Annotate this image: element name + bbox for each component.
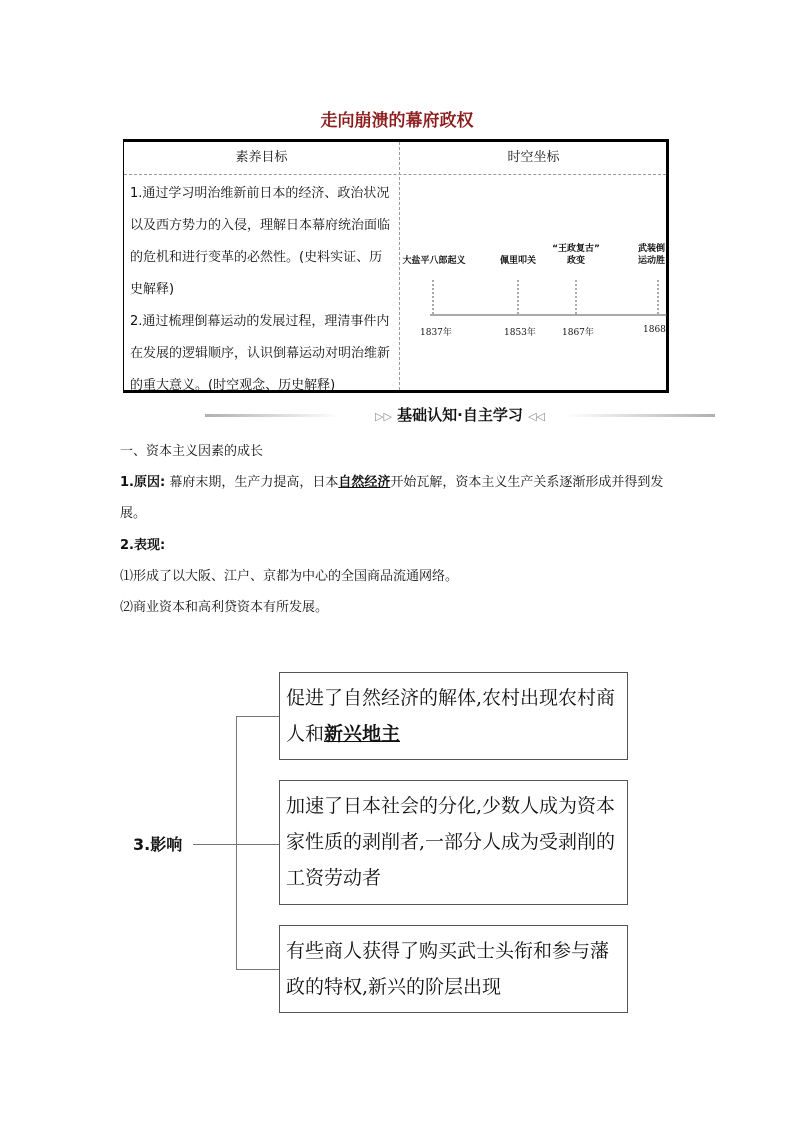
timeline-year-4: 1868 xyxy=(643,325,666,335)
double-left-arrow-icon: ◁◁ xyxy=(528,410,545,423)
objective-2: 2.通过梳理倒幕运动的发展过程，理清事件内在发展的逻辑顺序，认识倒幕运动对明治维新的重大意义。(时空观念、历史解释) xyxy=(130,314,391,393)
page-title: 走向崩溃的幕府政权 xyxy=(320,111,474,131)
timeline-year-2: 1853年 xyxy=(504,328,536,338)
timeline-event-3: “王政复古” 政变 xyxy=(552,244,600,266)
objectives-table xyxy=(123,139,669,393)
influence-label: 3.影响 xyxy=(133,835,183,854)
timeline-header: 时空坐标 xyxy=(507,150,560,165)
timeline-event-4: 武装倒 运动胜 xyxy=(638,244,666,266)
bracket-lines xyxy=(236,716,280,970)
timeline-axis xyxy=(400,175,667,393)
influence-box-1-text: 促进了自然经济的解体,农村出现农村商人和 xyxy=(286,687,616,745)
timeline xyxy=(400,175,667,393)
objectives-header: 素养目标 xyxy=(235,150,288,165)
cause-text-pre: 幕府末期，生产力提高，日本 xyxy=(169,475,339,490)
cause-paragraph xyxy=(120,467,680,529)
objective-1: 1.通过学习明治维新前日本的经济、政治状况以及西方势力的入侵，理解日本幕府统治面临的危机和进行变革的必然性。(史料实证、历史解释) xyxy=(130,186,391,297)
cause-text-post: 开始瓦解，资本主义生产关系逐渐形成并得到发展。 xyxy=(120,475,664,521)
double-right-arrow-icon: ▷▷ xyxy=(374,410,392,423)
influence-box-1 xyxy=(279,672,628,760)
banner-label: 基础认知·自主学习 xyxy=(397,406,523,424)
timeline-event-1: 大盐平八郎起义 xyxy=(402,256,466,266)
section-banner xyxy=(205,402,715,428)
influence-box-3: 有些商人获得了购买武士头衔和参与藩政的特权,新兴的阶层出现 xyxy=(279,925,628,1013)
section-heading: 一、资本主义因素的成长 xyxy=(120,444,264,459)
timeline-year-3: 1867年 xyxy=(562,328,594,338)
manifestation-1: ⑴形成了以大阪、江户、京都为中心的全国商品流通网络。 xyxy=(120,569,459,584)
cause-keyword: 自然经济 xyxy=(338,475,391,490)
influence-box-1-keyword: 新兴地主 xyxy=(324,723,401,745)
manifestation-label: 2.表现: xyxy=(120,538,166,553)
objectives-list xyxy=(130,178,392,402)
influence-box-2: 加速了日本社会的分化,少数人成为资本家性质的剥削者,一部分人成为受剥削的工资劳动者 xyxy=(279,780,628,905)
cause-label: 1.原因: xyxy=(120,475,166,490)
manifestation-2: ⑵商业资本和高利贷资本有所发展。 xyxy=(120,600,329,615)
timeline-event-2: 佩里叩关 xyxy=(499,256,536,266)
timeline-year-1: 1837年 xyxy=(420,328,452,338)
banner-title xyxy=(205,402,715,430)
